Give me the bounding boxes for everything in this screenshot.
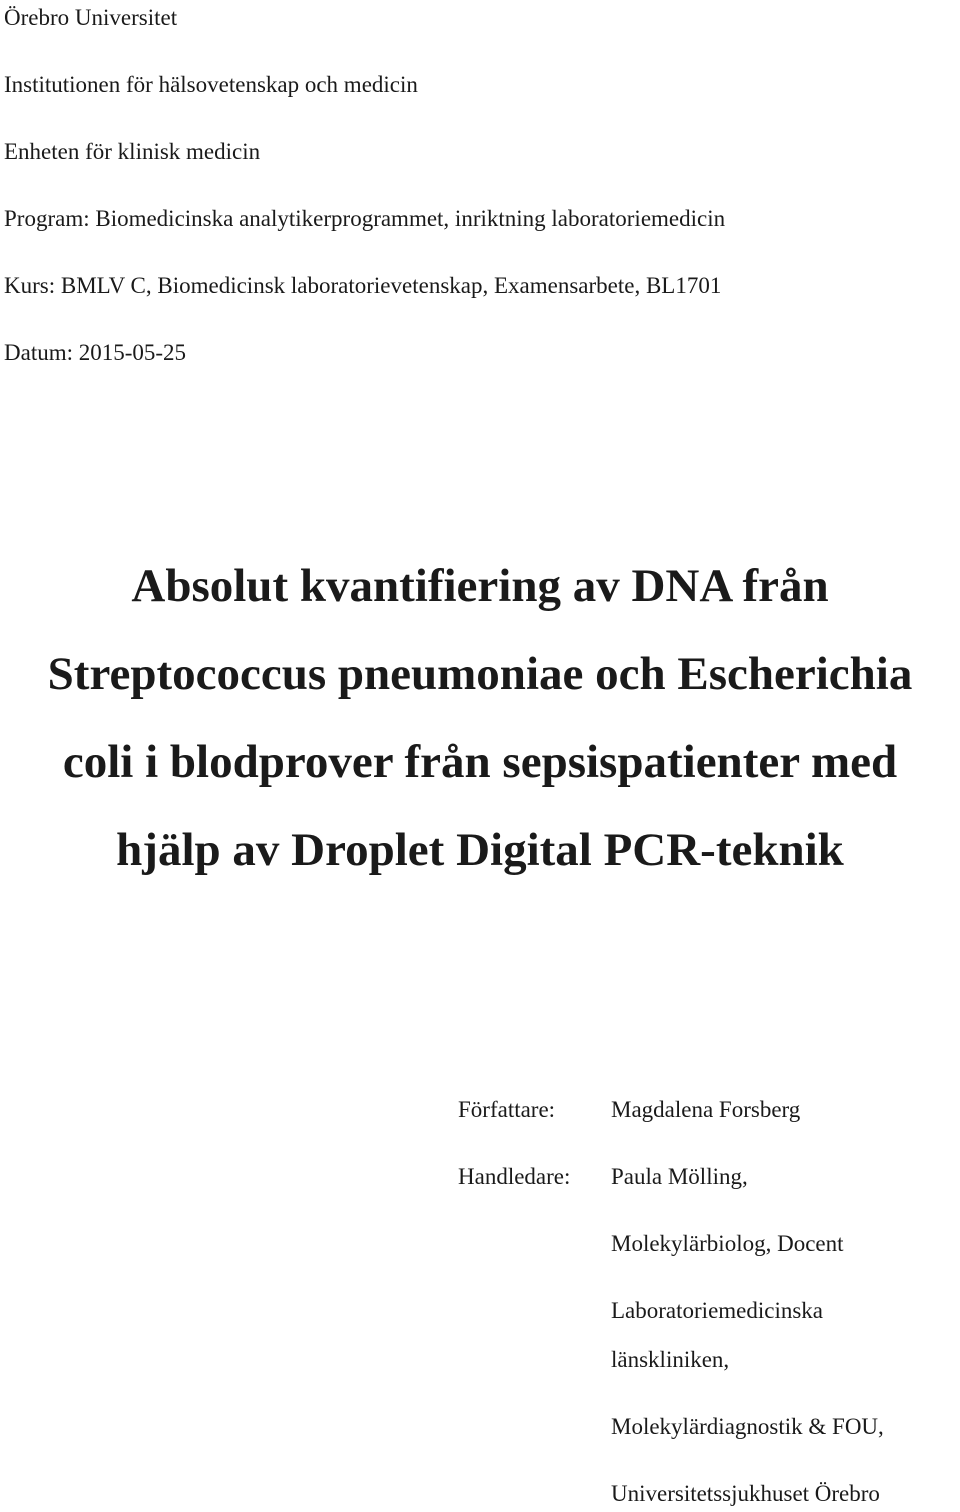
course-line: Kurs: BMLV C, Biomedicinsk laboratorievetenskap, Examensarbete, BL1701 bbox=[4, 273, 722, 298]
supervisor-line: Paula Mölling, bbox=[611, 1164, 748, 1189]
title-line: hjälp av Droplet Digital PCR-teknik bbox=[116, 824, 844, 876]
supervisor-line: Molekylärbiolog, Docent bbox=[611, 1231, 844, 1256]
thesis-title bbox=[0, 542, 960, 894]
supervisor-line: Molekylärdiagnostik & FOU, bbox=[611, 1414, 884, 1439]
supervisor-line: Universitetssjukhuset Örebro bbox=[611, 1481, 880, 1506]
supervisor-line: länskliniken, bbox=[611, 1347, 730, 1372]
supervisor-line: Laboratoriemedicinska bbox=[611, 1298, 824, 1323]
unit-name: Enheten för klinisk medicin bbox=[4, 139, 261, 164]
institution-name: Institutionen för hälsovetenskap och medicin bbox=[4, 72, 418, 97]
author-label: Författare: bbox=[458, 1097, 556, 1122]
date-line: Datum: 2015-05-25 bbox=[4, 340, 187, 365]
university-name: Örebro Universitet bbox=[4, 5, 178, 30]
author-name: Magdalena Forsberg bbox=[611, 1097, 801, 1122]
program-line: Program: Biomedicinska analytikerprogrammet, inriktning laboratoriemedicin bbox=[4, 206, 726, 231]
title-line: Streptococcus pneumoniae och Escherichia bbox=[47, 648, 913, 700]
title-line: coli i blodprover från sepsispatienter med bbox=[62, 736, 898, 788]
supervisor-label: Handledare: bbox=[458, 1164, 571, 1189]
title-line: Absolut kvantifiering av DNA från bbox=[131, 560, 829, 612]
